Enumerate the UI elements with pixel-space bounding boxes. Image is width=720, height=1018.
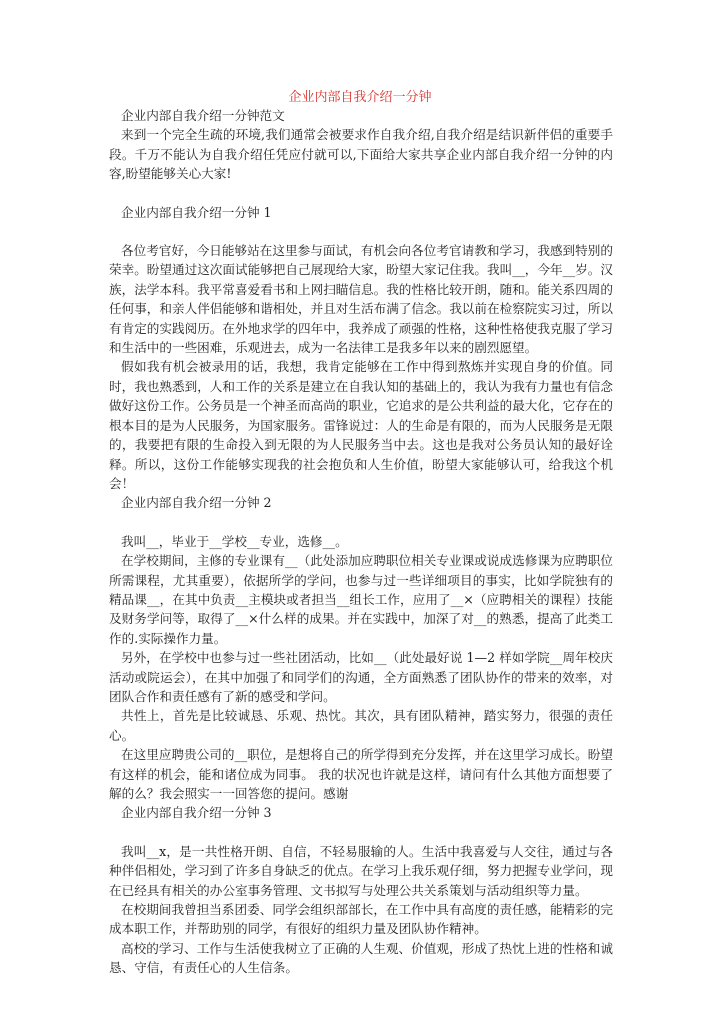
section-3-paragraph-3: 高校的学习、工作与生活使我树立了正确的人生观、价值观，形成了热忱上进的性格和诚恳、守信，有责任心的人生信条。: [109, 940, 613, 976]
section-1-paragraph-1: 各位考官好，今日能够站在这里参与面试，有机会向各位考官请教和学习，我感到特别的荣幸。盼望通过这次面试能够把自己展现给大家，盼望大家记住我。我叫__，今年__岁。汉族，法学本科。我平常喜爱看书和上网扫瞄信息。我的性格比较开朗，随和。能关系四周的任何事，和亲人伴侣能够和谐相处，并且对生活布满了信念。我以前在检察院实习过，所以有肯定的实践阅历。在外地求学的四年中，我养成了顽强的性格，这种性格使我克服了学习和生活中的一些困难，乐观进去，成为一名法律工是我多年以来的剧烈愿望。: [109, 243, 613, 356]
intro-paragraph: 来到一个完全生疏的环境,我们通常会被要求作自我介绍,自我介绍是结识新伴侣的重要手段。千万不能认为自我介绍任凭应付就可以,下面给大家共享企业内部自我介绍一分钟的内容,盼望能够关心大家!: [109, 127, 613, 182]
section-2-paragraph-4: 共性上，首先是比较诚恳、乐观、热忱。其次，具有团队精神，踏实努力，很强的责任心。: [109, 708, 613, 743]
section-1-heading: 企业内部自我介绍一分钟 1: [121, 204, 272, 220]
section-3-paragraph-2: 在校期间我曾担当系团委、同学会组织部部长，在工作中具有高度的责任感，能精彩的完成本职工作，并帮助别的同学，有很好的组织力量及团队协作精神。: [109, 902, 613, 937]
section-3-heading: 企业内部自我介绍一分钟 3: [121, 805, 272, 821]
document-body: [109, 106, 613, 978]
section-2-heading: 企业内部自我介绍一分钟 2: [121, 495, 272, 511]
section-3-paragraph-1: 我叫__x，是一共性格开朗、自信，不轻易服输的人。生活中我喜爱与人交往，通过与各种伴侣相处，学习到了许多自身缺乏的优点。在学习上我乐观仔细，努力把握专业学问，现在已经具有相关的办公室事务管理、文书拟写与处理公共关系策划与活动组织等力量。: [109, 843, 613, 898]
document-title: 企业内部自我介绍一分钟: [288, 90, 432, 105]
document-subtitle: 企业内部自我介绍一分钟范文: [121, 108, 285, 123]
section-2-paragraph-3: 另外，在学校中也参与过一些社团活动，比如__（此处最好说 1—2 样如学院__周年校庆活动或院运会），在其中加强了和同学们的沟通，全方面熟悉了团队协作的带来的效率，对团队合作和责任感有了新的感受和学问。: [109, 650, 613, 704]
section-2-paragraph-1: 我叫__，毕业于__学校__专业，选修__。: [121, 533, 348, 549]
section-1-paragraph-2: 假如我有机会被录用的话，我想，我肯定能够在工作中得到熬炼并实现自身的价值。同时，我也熟悉到，人和工作的关系是建立在自我认知的基础上的，我认为我有力量也有信念做好这份工作。公务员是一个神圣而高尚的职业，它追求的是公共利益的最大化，它存在的根本目的是为人民服务，为国家服务。雷锋说过：人的生命是有限的，而为人民服务是无限的，我要把有限的生命投入到无限的为人民服务当中去。这也是我对公务员认知的最好诠释。所以，这份工作能够实现我的社会抱负和人生价值，盼望大家能够认可，给我这个机会！: [109, 359, 613, 491]
section-2-paragraph-5: 在这里应聘贵公司的__职位，是想将自己的所学得到充分发挥，并在这里学习成长。盼望有这样的机会，能和诸位成为同事。 我的状况也许就是这样，请问有什么其他方面想要了解的么？我会照实一一回答您的提问。感谢: [109, 747, 613, 801]
section-2-paragraph-2: 在学校期间，主修的专业课有__（此处添加应聘职位相关专业课或说成选修课为应聘职位所需课程，尤其重要），依据所学的学问，也参与过一些详细项目的事实，比如学院独有的精品课__，在其中负责__主模块或者担当__组长工作，应用了__×（应聘相关的课程）技能及财务学问等，取得了__×什么样的成果。并在实践中，加深了对__的熟悉，提高了此类工作的.实际操作力量。: [109, 553, 613, 646]
